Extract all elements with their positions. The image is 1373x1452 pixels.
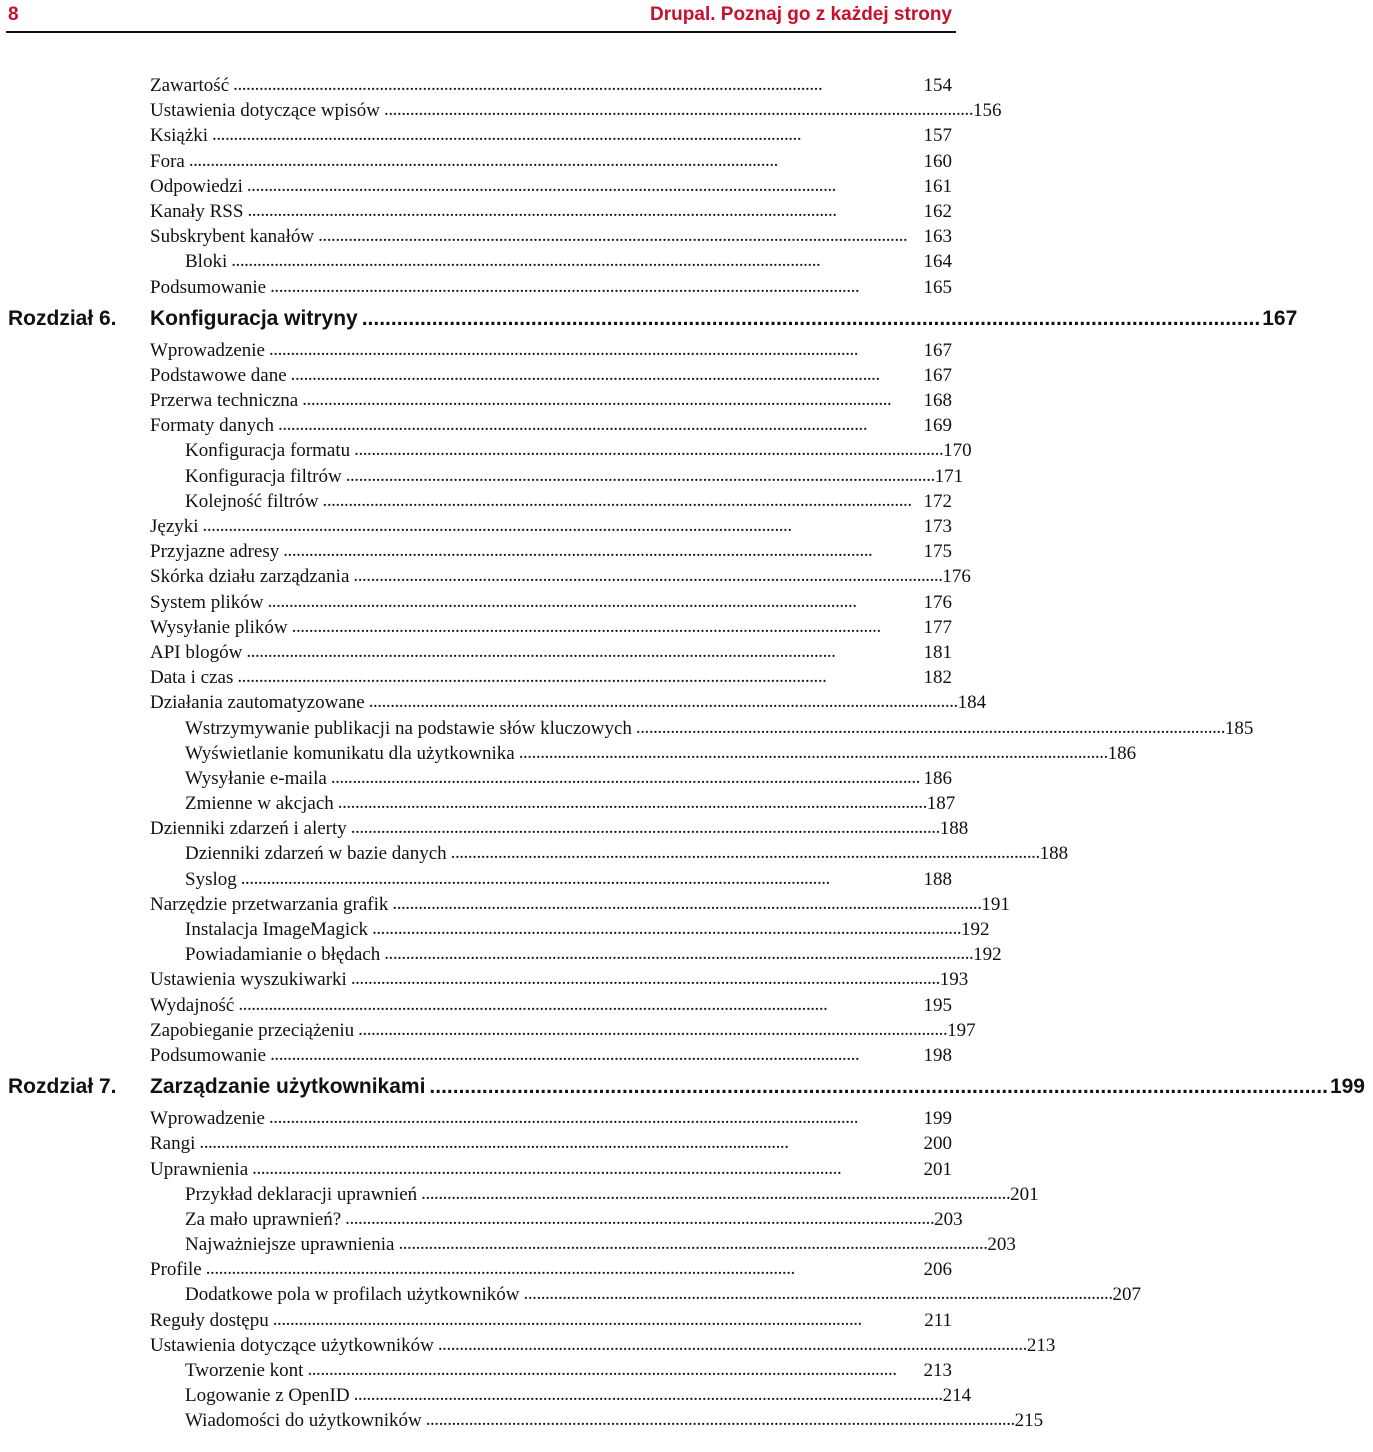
entry-title: Skórka działu zarządzania [150,564,353,589]
toc-entry [0,275,960,300]
entry-title: Książki [150,123,212,148]
dot-leader [398,1231,985,1256]
entry-title: Zawartość [150,73,233,98]
dot-leader [369,689,956,714]
header-rule [6,31,956,33]
dot-leader [354,437,941,462]
dot-leader [351,815,938,840]
entry-page-number: 167 [922,363,953,388]
entry-page-number: 207 [1111,1282,1142,1307]
toc-entry [0,816,969,841]
entry-page-number: 175 [922,539,953,564]
entry-page-number: 173 [922,514,953,539]
entry-title: Wysyłanie e-maila [185,766,331,791]
entry-page-number: 161 [922,174,953,199]
entry-page-number: 177 [922,615,953,640]
entry-title: Syslog [185,867,241,892]
toc-entry [0,640,960,665]
toc-entry [0,665,960,690]
entry-title: Za mało uprawnień? [185,1207,345,1232]
toc-entry [0,1182,1039,1207]
dot-leader [519,740,1106,765]
dot-leader [247,198,921,223]
entry-title: Ustawienia wyszukiwarki [150,967,351,992]
toc-entry [0,1408,1044,1433]
toc-entry [0,867,960,892]
toc-entry [0,514,960,539]
entry-title: Działania zautomatyzowane [150,690,369,715]
dot-leader [384,97,971,122]
entry-title: Podstawowe dane [150,363,291,388]
dot-leader [241,866,922,891]
entry-page-number: 213 [1025,1333,1056,1358]
chapter-title: Zarządzanie użytkownikami [150,1075,426,1099]
entry-title: Narzędzie przetwarzania grafik [150,892,392,917]
dot-leader [384,941,971,966]
dot-leader [283,538,921,563]
entry-page-number: 201 [922,1157,953,1182]
entry-page-number: 184 [956,690,987,715]
entry-title: System plików [150,590,267,615]
entry-title: Ustawienia dotyczące wpisów [150,98,384,123]
page-header [8,0,952,30]
toc-entry [0,791,960,816]
dot-leader [273,1307,922,1332]
toc-entry [0,1207,963,1232]
entry-page-number: 176 [940,564,971,589]
entry-title: Tworzenie kont [185,1358,307,1383]
book-title: Drupal. Poznaj go z każdej strony [650,4,952,25]
entry-page-number: 191 [979,892,1010,917]
entry-page-number: 160 [922,149,953,174]
dot-leader [338,790,925,815]
entry-title: Wprowadzenie [150,1106,269,1131]
entry-title: Profile [150,1257,206,1282]
entry-page-number: 170 [941,438,972,463]
entry-title: Data i czas [150,665,237,690]
dot-leader [302,387,921,412]
toc-entry [0,1131,960,1156]
entry-title: Kolejność filtrów [185,489,323,514]
entry-page-number: 164 [922,249,953,274]
dot-leader [231,248,921,273]
entry-title: Przykład deklaracji uprawnień [185,1182,421,1207]
dot-leader [354,1382,941,1407]
dot-leader [372,916,959,941]
dot-leader [392,891,979,916]
entry-title: Instalacja ImageMagick [185,917,372,942]
dot-leader [233,72,921,97]
dot-leader [438,1332,1025,1357]
entry-title: Reguły dostępu [150,1308,273,1333]
entry-title: Podsumowanie [150,275,270,300]
entry-page-number: 215 [1013,1408,1044,1433]
dot-leader [237,664,921,689]
chapter-title: Konfiguracja witryny [150,306,358,330]
entry-page-number: 167 [922,338,953,363]
toc-entry [0,1282,1141,1307]
dot-leader [252,1156,921,1181]
entry-page-number: 154 [922,73,953,98]
entry-title: Podsumowanie [150,1043,270,1068]
toc-entry [0,199,960,224]
toc-entry [0,917,990,942]
dot-leader [346,463,933,488]
toc-entry [0,1157,960,1182]
entry-title: Zmienne w akcjach [185,791,338,816]
entry-title: Wprowadzenie [150,338,269,363]
dot-leader [345,1206,932,1231]
entry-title: Języki [150,514,203,539]
entry-title: Bloki [185,249,231,274]
entry-page-number: 192 [959,917,990,942]
toc-entry [0,249,960,274]
toc-chapter-heading [0,300,1298,338]
entry-page-number: 188 [1038,841,1069,866]
entry-page-number: 176 [922,590,953,615]
entry-page-number: 211 [922,1308,952,1333]
chapter-label: Rozdział 7. [8,1075,117,1099]
entry-title: Uprawnienia [150,1157,252,1182]
toc-entry [0,1257,960,1282]
entry-title: Wydajność [150,993,238,1018]
toc-entry [0,174,960,199]
dot-leader [429,1068,1328,1106]
toc-entry [0,363,960,388]
table-of-contents [0,73,1365,1434]
toc-entry [0,224,960,249]
entry-page-number: 169 [922,413,953,438]
dot-leader [421,1181,1008,1206]
entry-title: Wyświetlanie komunikatu dla użytkownika [185,741,519,766]
entry-page-number: 188 [922,867,953,892]
entry-title: Kanały RSS [150,199,247,224]
toc-entry [0,489,960,514]
entry-page-number: 165 [922,275,953,300]
entry-title: Najważniejsze uprawnienia [185,1232,398,1257]
dot-leader [189,148,922,173]
dot-leader [353,563,940,588]
dot-leader [206,1256,922,1281]
toc-entry [0,1018,976,1043]
dot-leader [351,966,938,991]
dot-leader [362,300,1261,338]
entry-page-number: 197 [945,1018,976,1043]
dot-leader [426,1407,1013,1432]
toc-entry [0,841,1069,866]
page-number: 8 [8,4,19,25]
toc-entry [0,123,960,148]
dot-leader [246,639,921,664]
dot-leader [358,1017,945,1042]
entry-page-number: 193 [938,967,969,992]
entry-page-number: 214 [941,1383,972,1408]
entry-page-number: 206 [922,1257,953,1282]
dot-leader [451,840,1038,865]
entry-page-number: 201 [1008,1182,1039,1207]
entry-title: Konfiguracja formatu [185,438,354,463]
toc-entry [0,993,960,1018]
toc-entry [0,716,1254,741]
entry-page-number: 192 [971,942,1002,967]
chapter-page-number: 167 [1262,306,1298,330]
entry-title: Odpowiedzi [150,174,247,199]
entry-page-number: 203 [932,1207,963,1232]
toc-entry [0,98,1002,123]
entry-title: Dodatkowe pola w profilach użytkowników [185,1282,524,1307]
dot-leader [212,122,921,147]
toc-entry [0,149,960,174]
entry-page-number: 188 [938,816,969,841]
entry-page-number: 168 [922,388,953,413]
entry-page-number: 172 [922,489,953,514]
dot-leader [307,1357,921,1382]
dot-leader [278,412,921,437]
entry-page-number: 162 [922,199,953,224]
entry-title: Logowanie z OpenID [185,1383,354,1408]
toc-entry [0,892,1010,917]
dot-leader [524,1281,1111,1306]
entry-title: API blogów [150,640,246,665]
dot-leader [238,992,921,1017]
toc-entry [0,1333,1056,1358]
dot-leader [323,488,922,513]
toc-entry [0,564,971,589]
entry-title: Wstrzymywanie publikacji na podstawie słów kluczowych [185,716,636,741]
entry-page-number: 181 [922,640,953,665]
entry-page-number: 195 [922,993,953,1018]
dot-leader [270,274,921,299]
entry-title: Powiadamianie o błędach [185,942,384,967]
toc-entry [0,690,987,715]
toc-entry [0,464,964,489]
entry-title: Zapobieganie przeciążeniu [150,1018,358,1043]
entry-page-number: 213 [922,1358,953,1383]
toc-entry [0,438,972,463]
toc-entry [0,1308,960,1333]
toc-entry [0,1106,960,1131]
entry-page-number: 186 [1106,741,1137,766]
entry-title: Subskrybent kanałów [150,224,318,249]
entry-page-number: 163 [922,224,953,249]
dot-leader [636,715,1223,740]
entry-title: Przyjazne adresy [150,539,283,564]
dot-leader [269,337,922,362]
toc-entry [0,539,960,564]
entry-page-number: 185 [1223,716,1254,741]
entry-page-number: 171 [933,464,964,489]
entry-page-number: 200 [922,1131,953,1156]
entry-title: Dzienniki zdarzeń w bazie danych [185,841,451,866]
toc-entry [0,73,960,98]
dot-leader [270,1042,921,1067]
dot-leader [247,173,922,198]
toc-entry [0,967,969,992]
dot-leader [291,362,922,387]
entry-title: Wysyłanie plików [150,615,292,640]
entry-page-number: 187 [925,791,956,816]
toc-entry [0,590,960,615]
toc-entry [0,1043,960,1068]
dot-leader [203,513,922,538]
dot-leader [267,589,921,614]
entry-title: Fora [150,149,189,174]
entry-page-number: 156 [971,98,1002,123]
toc-entry [0,413,960,438]
entry-title: Ustawienia dotyczące użytkowników [150,1333,438,1358]
toc-entry [0,388,960,413]
chapter-label: Rozdział 6. [8,306,117,330]
entry-title: Dzienniki zdarzeń i alerty [150,816,351,841]
dot-leader [199,1130,921,1155]
toc-entry [0,615,960,640]
dot-leader [318,223,921,248]
toc-entry [0,338,960,363]
entry-title: Wiadomości do użytkowników [185,1408,426,1433]
toc-entry [0,741,1137,766]
entry-page-number: 199 [922,1106,953,1131]
entry-title: Rangi [150,1131,199,1156]
chapter-page-number: 199 [1329,1075,1365,1099]
toc-entry [0,1232,1016,1257]
entry-title: Konfiguracja filtrów [185,464,346,489]
dot-leader [292,614,922,639]
entry-page-number: 186 [922,766,953,791]
entry-page-number: 157 [922,123,953,148]
entry-title: Przerwa techniczna [150,388,302,413]
dot-leader [331,765,922,790]
dot-leader [269,1105,922,1130]
toc-entry [0,942,1002,967]
toc-entry [0,1358,960,1383]
entry-page-number: 198 [922,1043,953,1068]
entry-page-number: 203 [985,1232,1016,1257]
toc-entry [0,766,960,791]
entry-title: Formaty danych [150,413,278,438]
toc-entry [0,1383,972,1408]
entry-page-number: 182 [922,665,953,690]
toc-chapter-heading [0,1068,1365,1106]
